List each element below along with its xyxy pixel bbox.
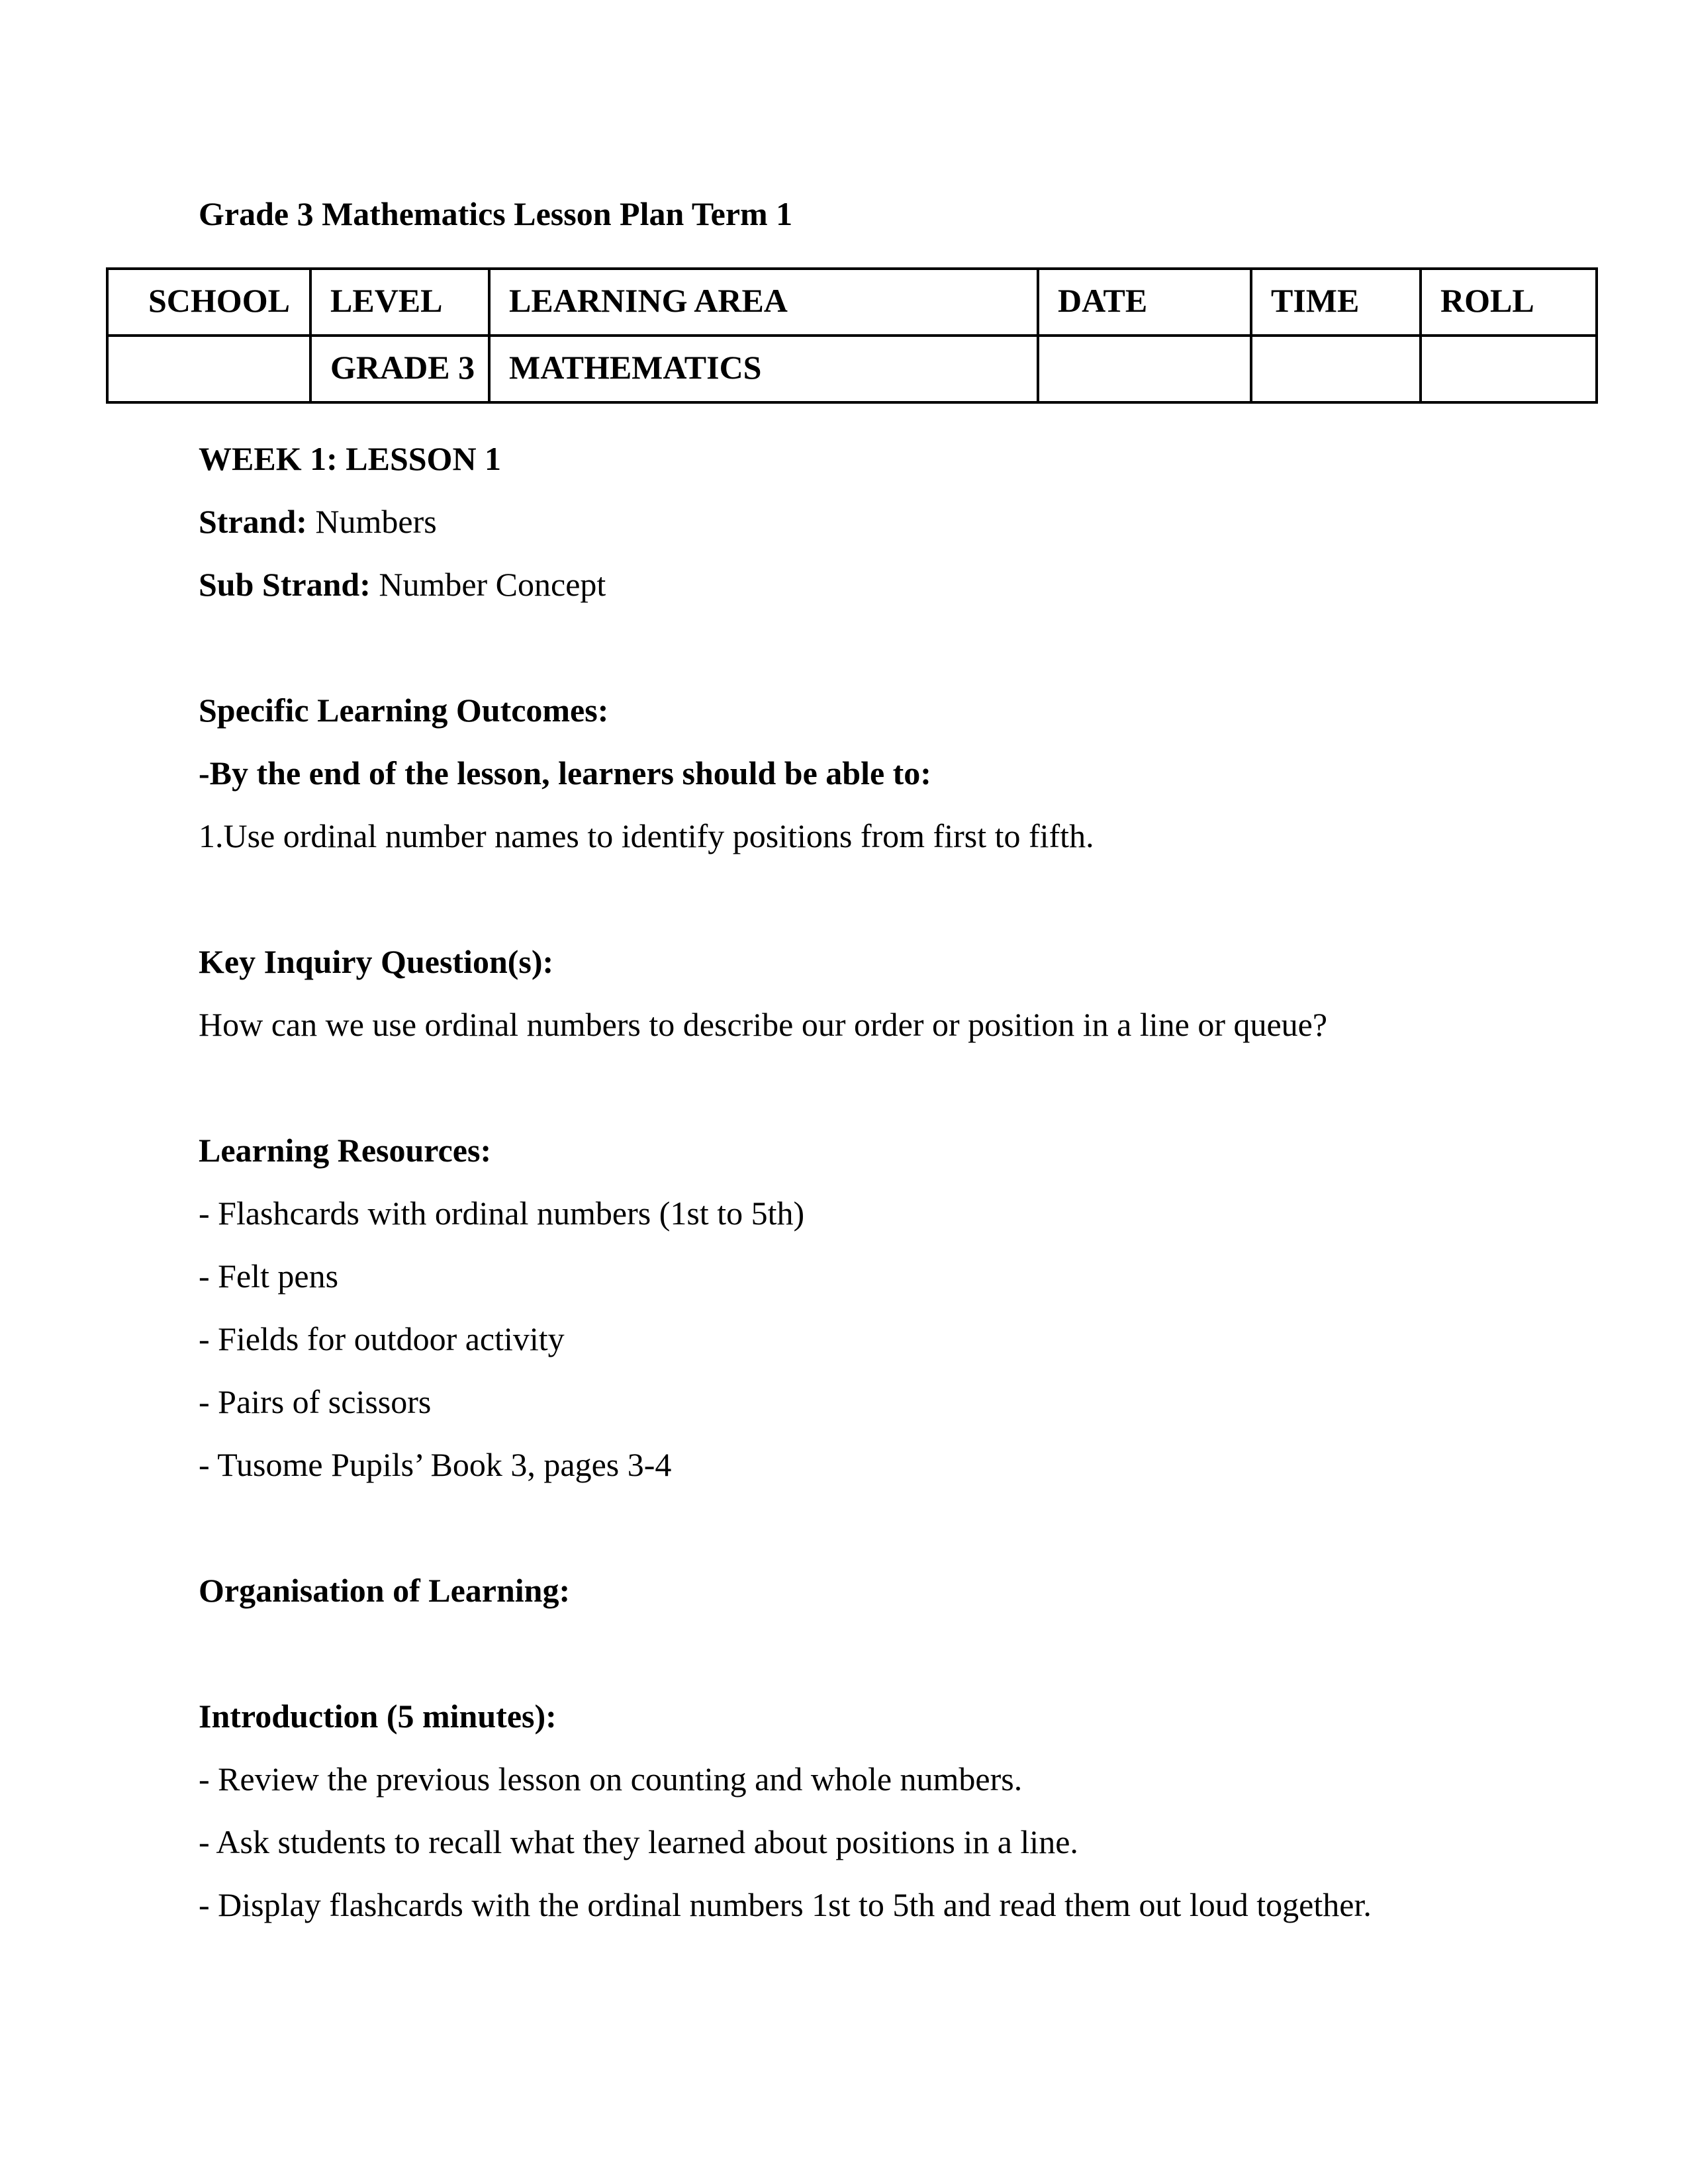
table-value-row	[107, 336, 1597, 402]
resource-item: - Felt pens	[199, 1257, 339, 1295]
sub-strand-label: Sub Strand:	[199, 566, 371, 603]
spacer	[199, 1509, 1489, 1572]
resource-item: - Tusome Pupils’ Book 3, pages 3-4	[199, 1446, 672, 1483]
value-cell-date	[1038, 336, 1251, 402]
strand-label: Strand:	[199, 503, 307, 540]
header-cell-roll: ROLL	[1421, 269, 1597, 336]
sub-strand-line	[199, 566, 1489, 604]
value-cell-roll	[1421, 336, 1597, 402]
spacer	[199, 1069, 1489, 1132]
introduction-step: - Display flashcards with the ordinal numbers 1st to 5th and read them out loud together.	[199, 1886, 1372, 1923]
lesson-body	[199, 440, 1489, 1924]
header-cell-learning-area: LEARNING AREA	[489, 269, 1038, 336]
value-cell-school	[107, 336, 310, 402]
resource-item: - Flashcards with ordinal numbers (1st to 5th)	[199, 1195, 805, 1232]
inquiry-heading: Key Inquiry Question(s):	[199, 943, 554, 980]
value-cell-level: GRADE 3	[310, 336, 489, 402]
strand-value: Numbers	[306, 503, 437, 540]
inquiry-question: How can we use ordinal numbers to describe our order or position in a line or queue?	[199, 1006, 1328, 1043]
document-content	[148, 195, 1534, 1949]
spacer	[199, 880, 1489, 943]
header-cell-level: LEVEL	[310, 269, 489, 336]
value-cell-time	[1251, 336, 1421, 402]
outcomes-intro: -By the end of the lesson, learners should be able to:	[199, 754, 931, 792]
organisation-heading: Organisation of Learning:	[199, 1572, 571, 1609]
header-cell-school: SCHOOL	[107, 269, 310, 336]
spacer	[199, 1635, 1489, 1698]
outcome-item-1: 1.Use ordinal number names to identify positions from first to fifth.	[199, 817, 1094, 854]
table-header-row	[107, 269, 1597, 336]
document-title: Grade 3 Mathematics Lesson Plan Term 1	[199, 195, 793, 232]
header-cell-time: TIME	[1251, 269, 1421, 336]
resource-item: - Pairs of scissors	[199, 1383, 432, 1420]
week-lesson-heading: WEEK 1: LESSON 1	[199, 440, 502, 477]
introduction-heading: Introduction (5 minutes):	[199, 1698, 557, 1735]
outcomes-heading: Specific Learning Outcomes:	[199, 692, 609, 729]
introduction-step: - Review the previous lesson on counting and whole numbers.	[199, 1760, 1023, 1797]
spacer	[199, 629, 1489, 692]
sub-strand-value: Number Concept	[370, 566, 606, 603]
value-cell-learning-area: MATHEMATICS	[489, 336, 1038, 402]
lesson-info-table	[106, 267, 1598, 404]
header-cell-date: DATE	[1038, 269, 1251, 336]
strand-line	[199, 503, 1489, 541]
resource-item: - Fields for outdoor activity	[199, 1320, 565, 1357]
introduction-step: - Ask students to recall what they learned about positions in a line.	[199, 1823, 1078, 1860]
resources-heading: Learning Resources:	[199, 1132, 492, 1169]
